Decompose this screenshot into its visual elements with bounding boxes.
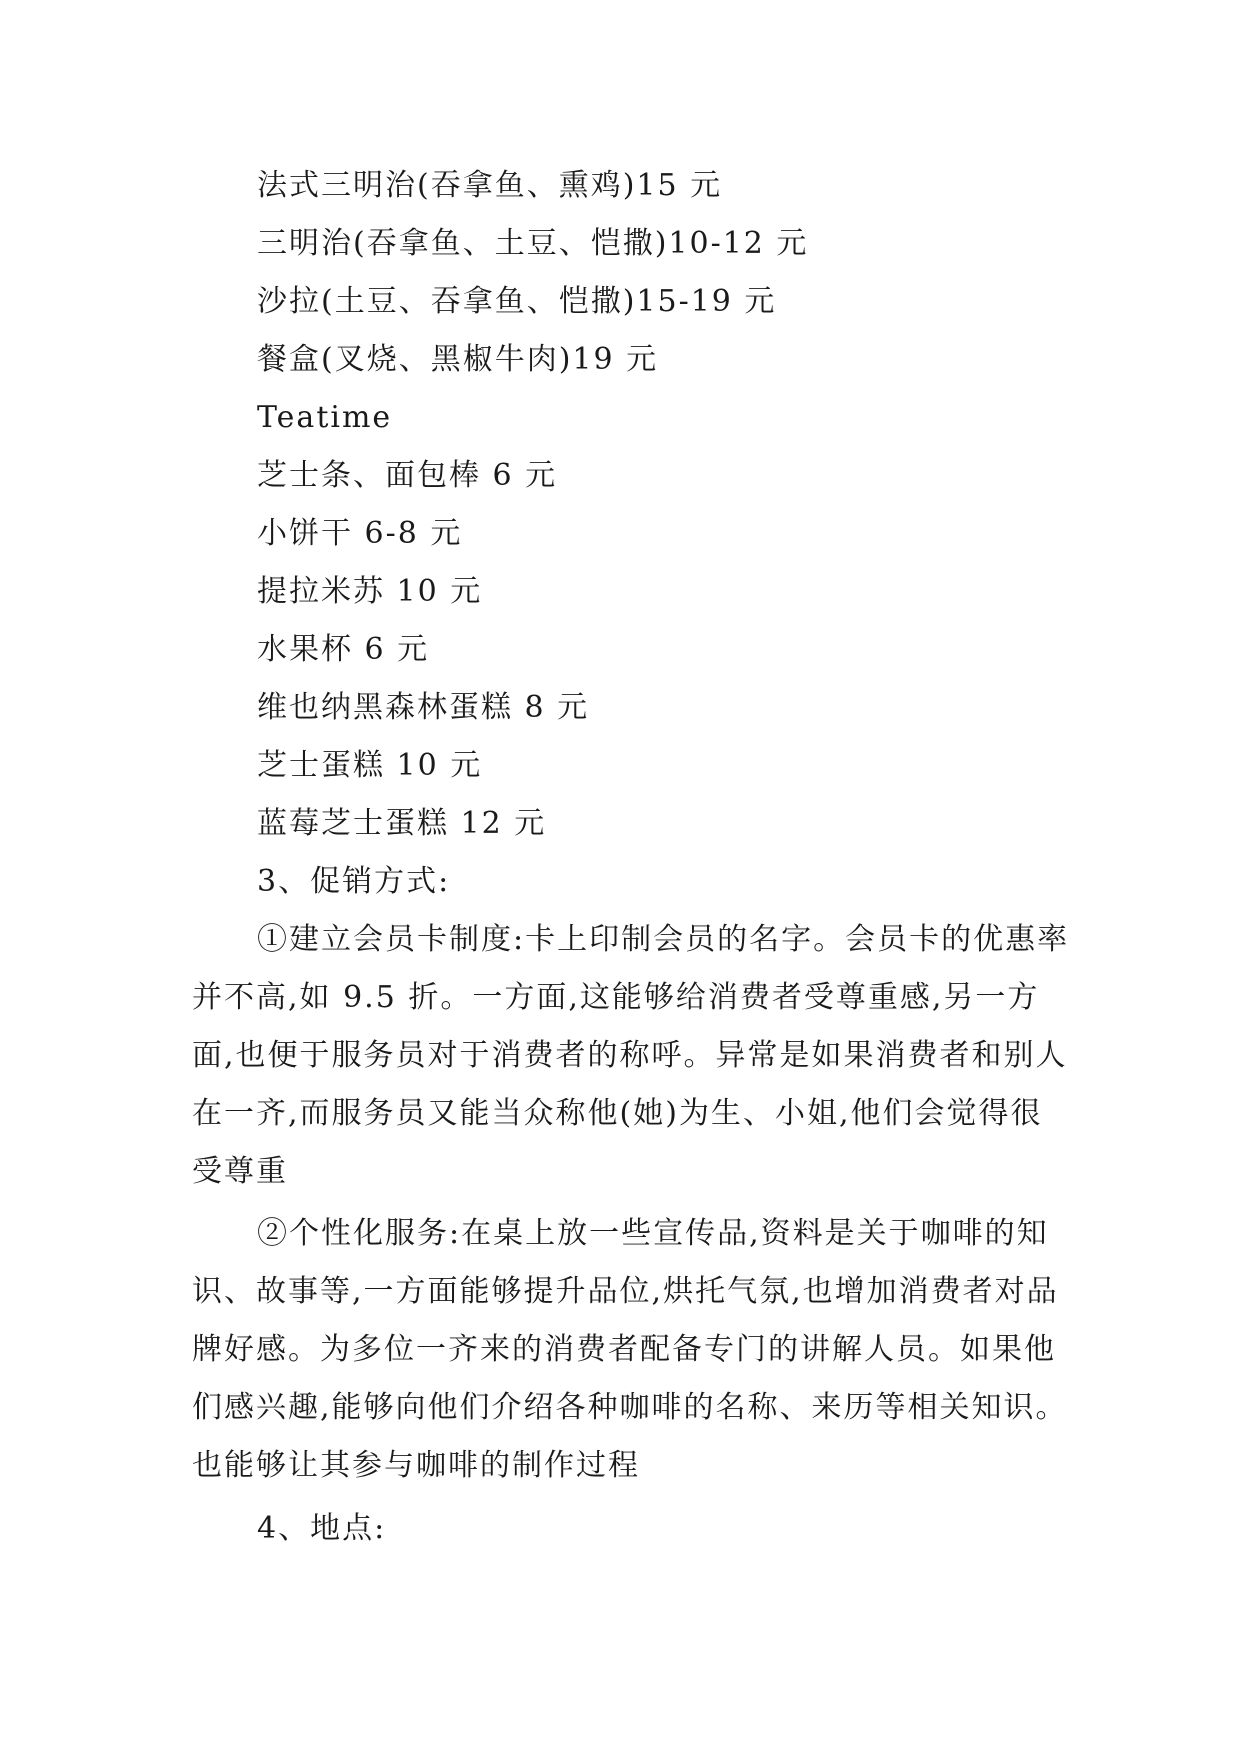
menu-item: 芝士条、面包棒 6 元 (257, 458, 558, 493)
menu-item: 小饼干 6-8 元 (257, 516, 463, 551)
menu-item: 法式三明治(吞拿鱼、熏鸡)15 元 (257, 168, 723, 203)
menu-item: 餐盒(叉烧、黑椒牛肉)19 元 (257, 342, 659, 377)
menu-item: 维也纳黑森林蛋糕 8 元 (257, 690, 590, 725)
menu-item: 沙拉(土豆、吞拿鱼、恺撒)15-19 元 (257, 284, 777, 319)
menu-item: 提拉米苏 10 元 (257, 574, 483, 609)
section-3-heading: 3、促销方式: (257, 864, 451, 899)
personalized-service-paragraph: ②个性化服务:在桌上放一些宣传品,资料是关于咖啡的知识、故事等,一方面能够提升品位,烘托气氛,也增加消费者对品牌好感。为多位一齐来的消费者配备专门的讲解人员。如果他们感兴趣,能够向他们介绍各种咖啡的名称、来历等相关知识。也能够让其参与咖啡的制作过程 (192, 1216, 1068, 1483)
membership-card-paragraph: ①建立会员卡制度:卡上印制会员的名字。会员卡的优惠率并不高,如 9.5 折。一方面,这能够给消费者受尊重感,另一方面,也便于服务员对于消费者的称呼。异常是如果消费者和别人在一齐,而服务员又能当众称他(她)为生、小姐,他们会觉得很受尊重 (192, 922, 1070, 1189)
menu-item: 芝士蛋糕 10 元 (257, 748, 483, 783)
menu-item: 蓝莓芝士蛋糕 12 元 (257, 806, 547, 841)
menu-item: Teatime (257, 400, 393, 435)
menu-price-list (257, 157, 808, 853)
section-4-heading: 4、地点: (257, 1511, 387, 1546)
menu-item: 三明治(吞拿鱼、土豆、恺撒)10-12 元 (257, 226, 809, 261)
menu-item: 水果杯 6 元 (257, 632, 430, 667)
